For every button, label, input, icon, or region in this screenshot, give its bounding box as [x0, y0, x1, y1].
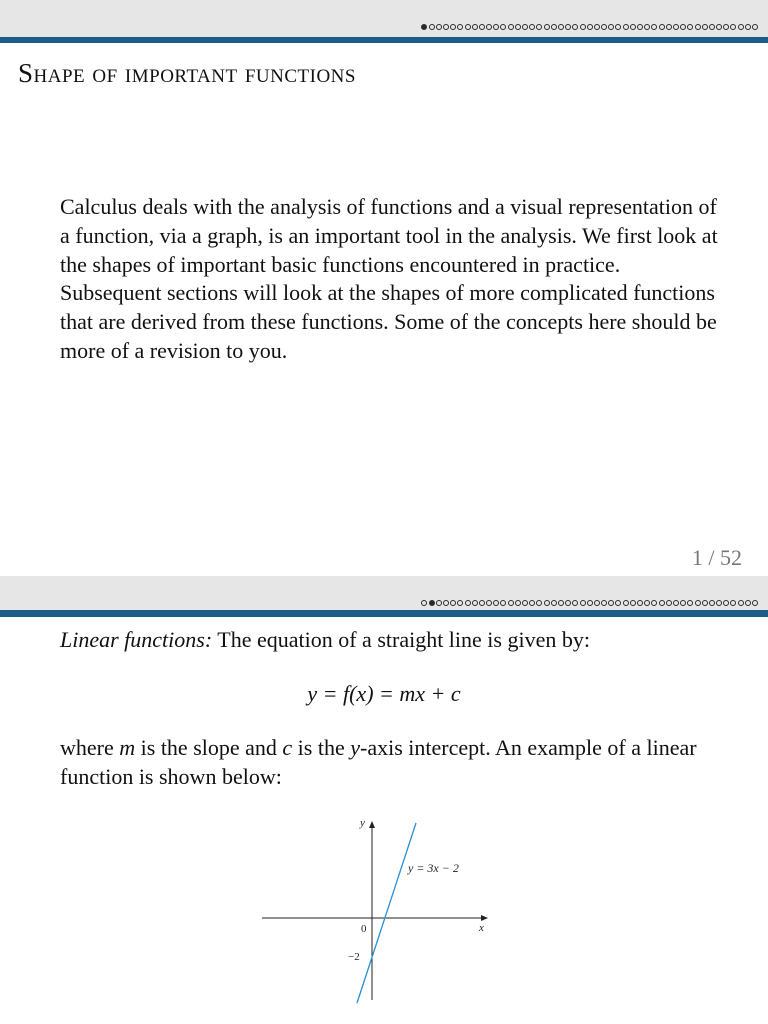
- nav-dot[interactable]: [695, 600, 701, 606]
- nav-dot[interactable]: [486, 24, 492, 30]
- nav-dot[interactable]: [601, 600, 607, 606]
- origin-label: 0: [361, 923, 367, 935]
- nav-dot[interactable]: [587, 600, 593, 606]
- nav-dot[interactable]: [580, 24, 586, 30]
- nav-dot[interactable]: [443, 24, 449, 30]
- header-rule: [0, 37, 768, 43]
- nav-dot[interactable]: [493, 24, 499, 30]
- nav-dot[interactable]: [558, 24, 564, 30]
- nav-dot[interactable]: [730, 600, 736, 606]
- linear-function-graph: [255, 810, 495, 1010]
- nav-dot[interactable]: [551, 600, 557, 606]
- intercept-symbol: c: [282, 735, 293, 760]
- nav-dot[interactable]: [738, 24, 744, 30]
- nav-dot[interactable]: [615, 600, 621, 606]
- nav-dot[interactable]: [544, 24, 550, 30]
- nav-dot[interactable]: [594, 24, 600, 30]
- linear-functions-intro: [60, 627, 590, 653]
- nav-dot[interactable]: [630, 600, 636, 606]
- nav-dot[interactable]: [695, 24, 701, 30]
- nav-dot[interactable]: [673, 600, 679, 606]
- nav-dot[interactable]: [630, 24, 636, 30]
- slide-title: Shape of important functions: [18, 58, 356, 88]
- nav-dot[interactable]: [457, 600, 463, 606]
- navigation-bar: [0, 0, 768, 37]
- nav-dot[interactable]: [522, 24, 528, 30]
- nav-dot[interactable]: [709, 24, 715, 30]
- nav-dot[interactable]: [572, 600, 578, 606]
- desc-part: -axis intercept. An example of a linear function is shown below:: [60, 735, 697, 789]
- nav-dot[interactable]: [659, 24, 665, 30]
- intro-paragraph: Calculus deals with the analysis of functions and a visual representation of a function, via a graph, is an important tool in the analysis. We first look at the shapes of important basic functions encountered in practice. Subsequent sections will look at the shapes of more complicated functions that are derived from these functions. Some of the concepts here should be more of a revision to you.: [60, 194, 718, 363]
- intercept-label: −2: [348, 951, 360, 963]
- nav-dot[interactable]: [659, 600, 665, 606]
- nav-dot[interactable]: [536, 24, 542, 30]
- nav-dot[interactable]: [572, 24, 578, 30]
- function-line: [357, 823, 416, 1003]
- nav-dot[interactable]: [580, 600, 586, 606]
- nav-dot[interactable]: [508, 24, 514, 30]
- nav-dot[interactable]: [738, 600, 744, 606]
- nav-dot[interactable]: [687, 600, 693, 606]
- nav-dot[interactable]: [637, 600, 643, 606]
- nav-dot[interactable]: [472, 600, 478, 606]
- x-axis-label: x: [479, 922, 484, 934]
- navigation-bar: [0, 576, 768, 610]
- nav-dot[interactable]: [515, 24, 521, 30]
- nav-dot[interactable]: [565, 600, 571, 606]
- nav-dot[interactable]: [500, 600, 506, 606]
- nav-dot[interactable]: [623, 24, 629, 30]
- nav-dot[interactable]: [651, 24, 657, 30]
- equation-text: y = f(x) = mx + c: [307, 681, 461, 706]
- nav-dot[interactable]: [716, 24, 722, 30]
- nav-dot[interactable]: [429, 24, 435, 30]
- nav-dot[interactable]: [680, 24, 686, 30]
- nav-dot[interactable]: [529, 600, 535, 606]
- nav-dot[interactable]: [522, 600, 528, 606]
- slide-navigation-dots[interactable]: [421, 21, 758, 33]
- nav-dot[interactable]: [544, 600, 550, 606]
- nav-dot[interactable]: [752, 24, 758, 30]
- nav-dot[interactable]: [745, 600, 751, 606]
- nav-dot[interactable]: [680, 600, 686, 606]
- nav-dot[interactable]: [723, 24, 729, 30]
- y-symbol: y: [350, 735, 360, 760]
- nav-dot[interactable]: [508, 600, 514, 606]
- linear-functions-label: Linear functions:: [60, 627, 213, 652]
- nav-dot[interactable]: [450, 600, 456, 606]
- nav-dot[interactable]: [651, 600, 657, 606]
- nav-dot[interactable]: [436, 24, 442, 30]
- nav-dot[interactable]: [637, 24, 643, 30]
- nav-dot[interactable]: [601, 24, 607, 30]
- nav-dot[interactable]: [673, 24, 679, 30]
- nav-dot[interactable]: [745, 24, 751, 30]
- nav-dot[interactable]: [666, 600, 672, 606]
- nav-dot[interactable]: [587, 24, 593, 30]
- page-number: 1 / 52: [691, 545, 742, 570]
- nav-dot[interactable]: [457, 24, 463, 30]
- nav-dot[interactable]: [465, 24, 471, 30]
- nav-dot[interactable]: [493, 600, 499, 606]
- nav-dot[interactable]: [558, 600, 564, 606]
- nav-dot[interactable]: [702, 24, 708, 30]
- nav-dot[interactable]: [615, 24, 621, 30]
- nav-dot[interactable]: [723, 600, 729, 606]
- nav-dot[interactable]: [730, 24, 736, 30]
- nav-dot[interactable]: [551, 24, 557, 30]
- nav-dot[interactable]: [666, 24, 672, 30]
- y-axis-label: y: [360, 817, 365, 829]
- line-label: y = 3x − 2: [408, 861, 459, 875]
- nav-dot[interactable]: [443, 600, 449, 606]
- desc-part: where: [60, 735, 120, 760]
- nav-dot[interactable]: [536, 600, 542, 606]
- nav-dot[interactable]: [429, 600, 435, 606]
- nav-dot[interactable]: [421, 600, 427, 606]
- nav-dot[interactable]: [752, 600, 758, 606]
- slope-intercept-description: [60, 733, 720, 791]
- nav-dot[interactable]: [486, 600, 492, 606]
- nav-dot[interactable]: [644, 600, 650, 606]
- slope-symbol: m: [119, 735, 136, 760]
- nav-dot[interactable]: [709, 600, 715, 606]
- header-rule: [0, 610, 768, 617]
- nav-dot[interactable]: [436, 600, 442, 606]
- linear-functions-text: The equation of a straight line is given by:: [212, 627, 590, 652]
- nav-dot[interactable]: [529, 24, 535, 30]
- nav-dot[interactable]: [500, 24, 506, 30]
- desc-part: is the slope and: [135, 735, 283, 760]
- line-equation: [0, 681, 768, 707]
- nav-dot[interactable]: [623, 600, 629, 606]
- nav-dot[interactable]: [515, 600, 521, 606]
- nav-dot[interactable]: [716, 600, 722, 606]
- slide-navigation-dots[interactable]: [421, 597, 758, 609]
- nav-dot[interactable]: [472, 24, 478, 30]
- nav-dot[interactable]: [450, 24, 456, 30]
- nav-dot[interactable]: [702, 600, 708, 606]
- nav-dot[interactable]: [687, 24, 693, 30]
- nav-dot[interactable]: [479, 600, 485, 606]
- nav-dot[interactable]: [465, 600, 471, 606]
- desc-part: is the: [292, 735, 351, 760]
- nav-dot[interactable]: [479, 24, 485, 30]
- nav-dot[interactable]: [608, 24, 614, 30]
- nav-dot[interactable]: [644, 24, 650, 30]
- nav-dot[interactable]: [421, 24, 427, 30]
- nav-dot[interactable]: [608, 600, 614, 606]
- nav-dot[interactable]: [594, 600, 600, 606]
- nav-dot[interactable]: [565, 24, 571, 30]
